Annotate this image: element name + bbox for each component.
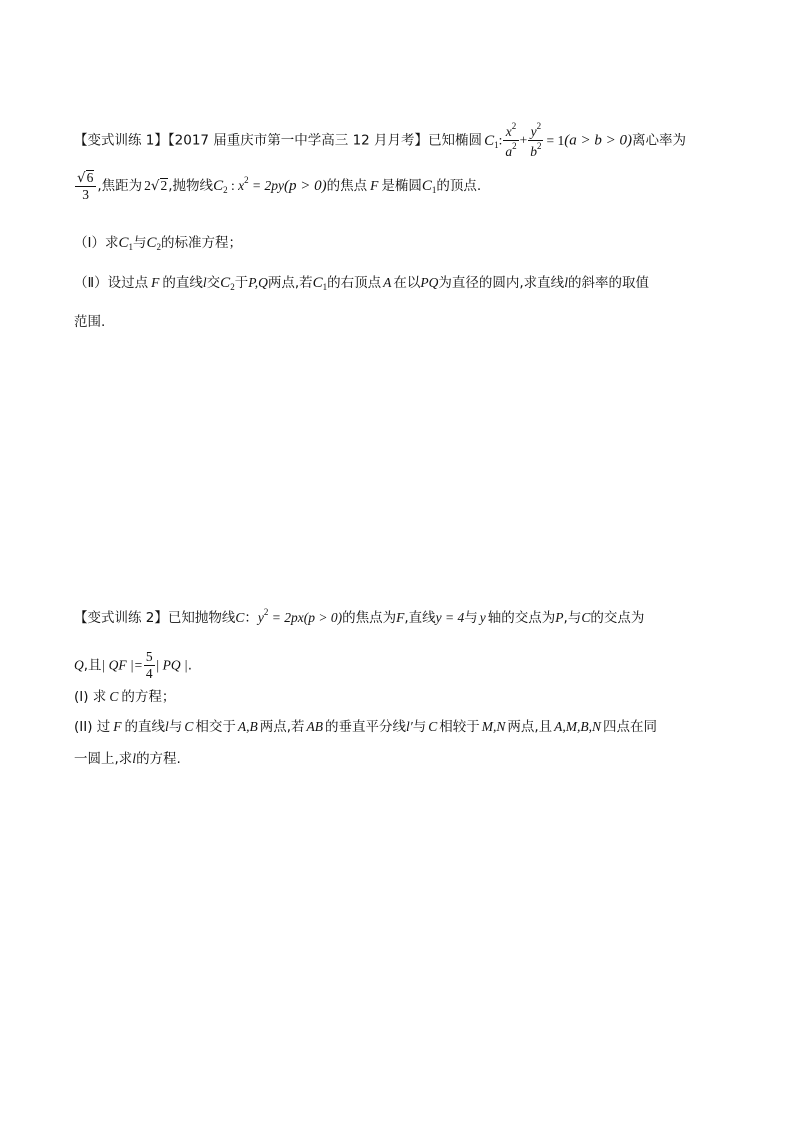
exercise1-question2-cont: 范围. [74,314,106,330]
ellipse-y-fraction: $\frac{y^2}{b^2}$ [530,121,542,160]
parabola-colon: : [227,178,239,194]
vertex-symbol: $C_1$ [421,178,437,196]
focus-text: 的焦点 [326,178,368,195]
exercise2-question1: (I) 求 C 的方程； [74,689,176,705]
exercise1-line2: $\frac{√6}{3}$ ,焦距为 2√2,抛物线$C_2$ : $x^2 = 2py(p > 0)$的焦点 F 是椭圆$C_1$的顶点. [77,170,482,203]
exercise1-label: 【变式训练 1】 [74,132,168,149]
focal-coef: 2 [144,178,151,194]
focus-name: F [370,178,379,194]
ellipse-condition: (a > b > 0) [564,132,632,149]
exercise1-question2: （Ⅱ）设过点 F 的直线l交$C_2$于P,Q两点,若$C_1$的右顶点 A 在以PQ为直径的圆内,求直线l的斜率的取值 [74,275,649,292]
ratio-fraction: $\frac{5}{4}$ [145,649,153,682]
eccentricity-text: 离心率为 [631,132,686,149]
exercise2-title-line: 【变式训练 2】已知抛物线C：$y^2 = 2px(p > 0)$的焦点为F,直线y = 4与 y 轴的交点为P,与C的交点为 [74,607,645,626]
eccentricity-fraction: $\frac{√6}{3}$ [75,170,96,202]
ellipse-symbol: $C_1$ [484,132,499,150]
ellipse-x-fraction: $\frac{x^2}{a^2}$ [505,121,517,160]
exercise2-question2: (II) 过 F 的直线l与 C 相交于 A,B 两点,若 AB 的垂直平分线l′与 C 相较于 M,N 两点,且 A,M,B,N 四点在同 [74,719,658,735]
parabola-symbol: $C_2$ [213,178,228,196]
exercise2-question2-cont: 一圆上,求l的方程. [74,751,181,767]
parabola-rhs: = 2py [248,178,284,194]
plus-sign: + [519,132,528,148]
ellipse-rhs: = 1 [546,132,565,148]
parabola-pow: 2 [244,175,249,186]
exercise1-source: 【2017 届重庆市第一中学高三 12 月月考】 [167,132,429,149]
exercise1-question1: （Ⅰ）求$C_1$与$C_2$的标准方程； [74,235,243,252]
vertex-text: 是椭圆 [381,178,422,195]
parabola-x: x [238,178,245,194]
exercise2-label: 【变式训练 2】 [74,610,168,626]
focal-text: ,焦距为 [97,178,143,195]
focal-sqrt: 2 [160,178,168,194]
exercise2-line2: Q,且| QF |= $\frac{5}{4}$ | PQ |. [74,649,193,682]
parabola-text: ,抛物线 [168,178,214,195]
ellipse-colon: : [498,132,503,148]
parabola-condition: (p > 0) [283,178,327,195]
exercise1-title-line [74,122,686,159]
exercise1-intro: 已知椭圆 [428,132,483,149]
vertex-end: 的顶点. [436,178,482,195]
